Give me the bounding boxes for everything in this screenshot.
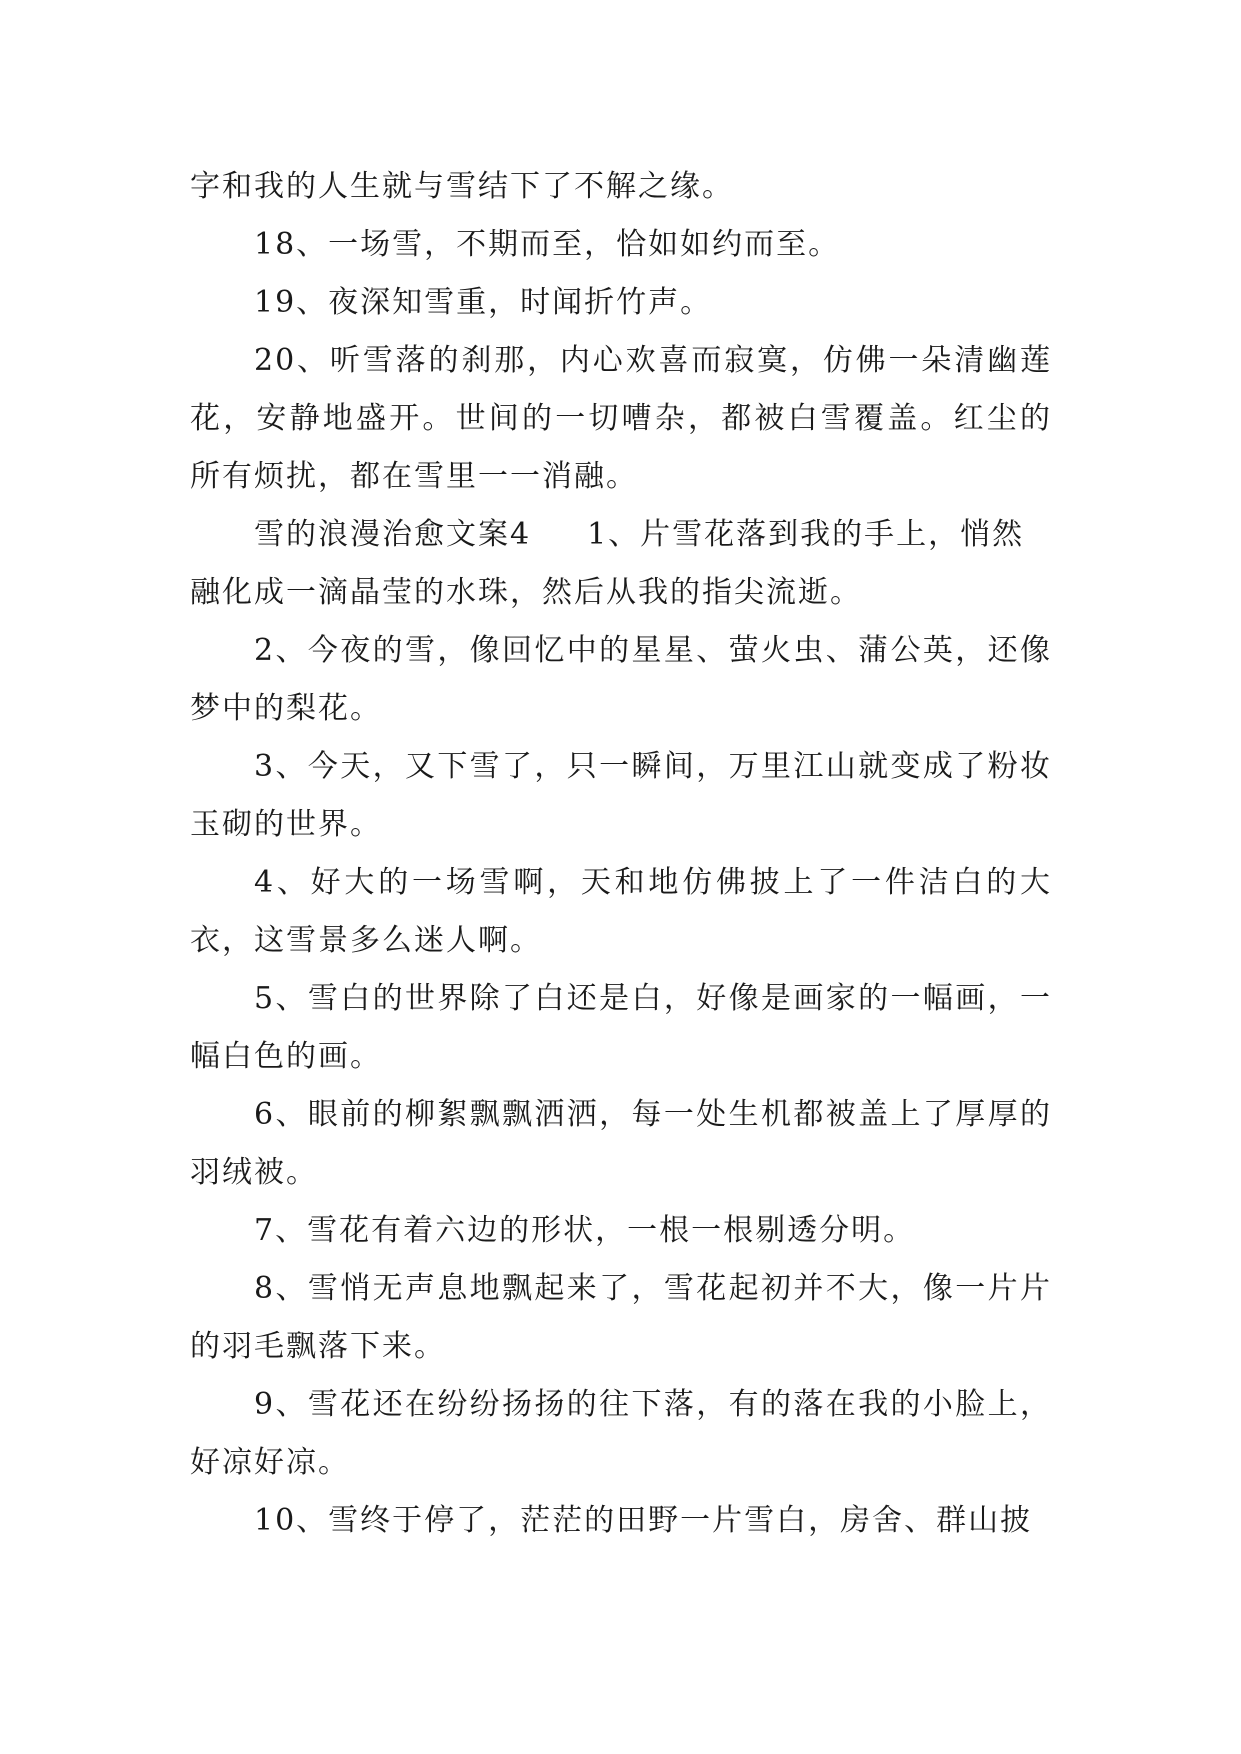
list-item-19: 19、夜深知雪重，时闻折竹声。 — [254, 285, 713, 320]
continued-paragraph: 字和我的人生就与雪结下了不解之缘。 — [190, 169, 734, 204]
list-item-8: 8、雪悄无声息地飘起来了，雪花起初并不大，像一片片的羽毛飘落下来。 — [190, 1271, 1052, 1364]
list-item-3: 3、今天，又下雪了，只一瞬间，万里江山就变成了粉妆玉砌的世界。 — [190, 749, 1052, 842]
list-item-1: 1、片雪花落到我的手上，悄然融化成一滴晶莹的水珠，然后从我的指尖流逝。 — [190, 517, 1025, 610]
section-title: 雪的浪漫治愈文案4 — [254, 517, 532, 552]
list-item-20: 20、听雪落的刹那，内心欢喜而寂寞，仿佛一朵清幽莲花，安静地盛开。世间的一切嘈杂，都被白雪覆盖。红尘的所有烦扰，都在雪里一一消融。 — [190, 343, 1052, 494]
document-body — [190, 158, 1052, 1550]
list-item-9: 9、雪花还在纷纷扬扬的往下落，有的落在我的小脸上，好凉好凉。 — [190, 1387, 1052, 1480]
list-item-2: 2、今夜的雪，像回忆中的星星、萤火虫、蒲公英，还像梦中的梨花。 — [190, 633, 1052, 726]
list-item-7: 7、雪花有着六边的形状，一根一根剔透分明。 — [254, 1213, 916, 1248]
list-item-10: 10、雪终于停了，茫茫的田野一片雪白，房舍、群山披 — [254, 1503, 1033, 1538]
list-item-6: 6、眼前的柳絮飘飘洒洒，每一处生机都被盖上了厚厚的羽绒被。 — [190, 1097, 1052, 1190]
section-heading-line — [190, 506, 1052, 622]
list-item-18: 18、一场雪，不期而至，恰如如约而至。 — [254, 227, 841, 262]
list-item-4: 4、好大的一场雪啊，天和地仿佛披上了一件洁白的大衣，这雪景多么迷人啊。 — [190, 865, 1052, 958]
list-item-5: 5、雪白的世界除了白还是白，好像是画家的一幅画，一幅白色的画。 — [190, 981, 1052, 1074]
